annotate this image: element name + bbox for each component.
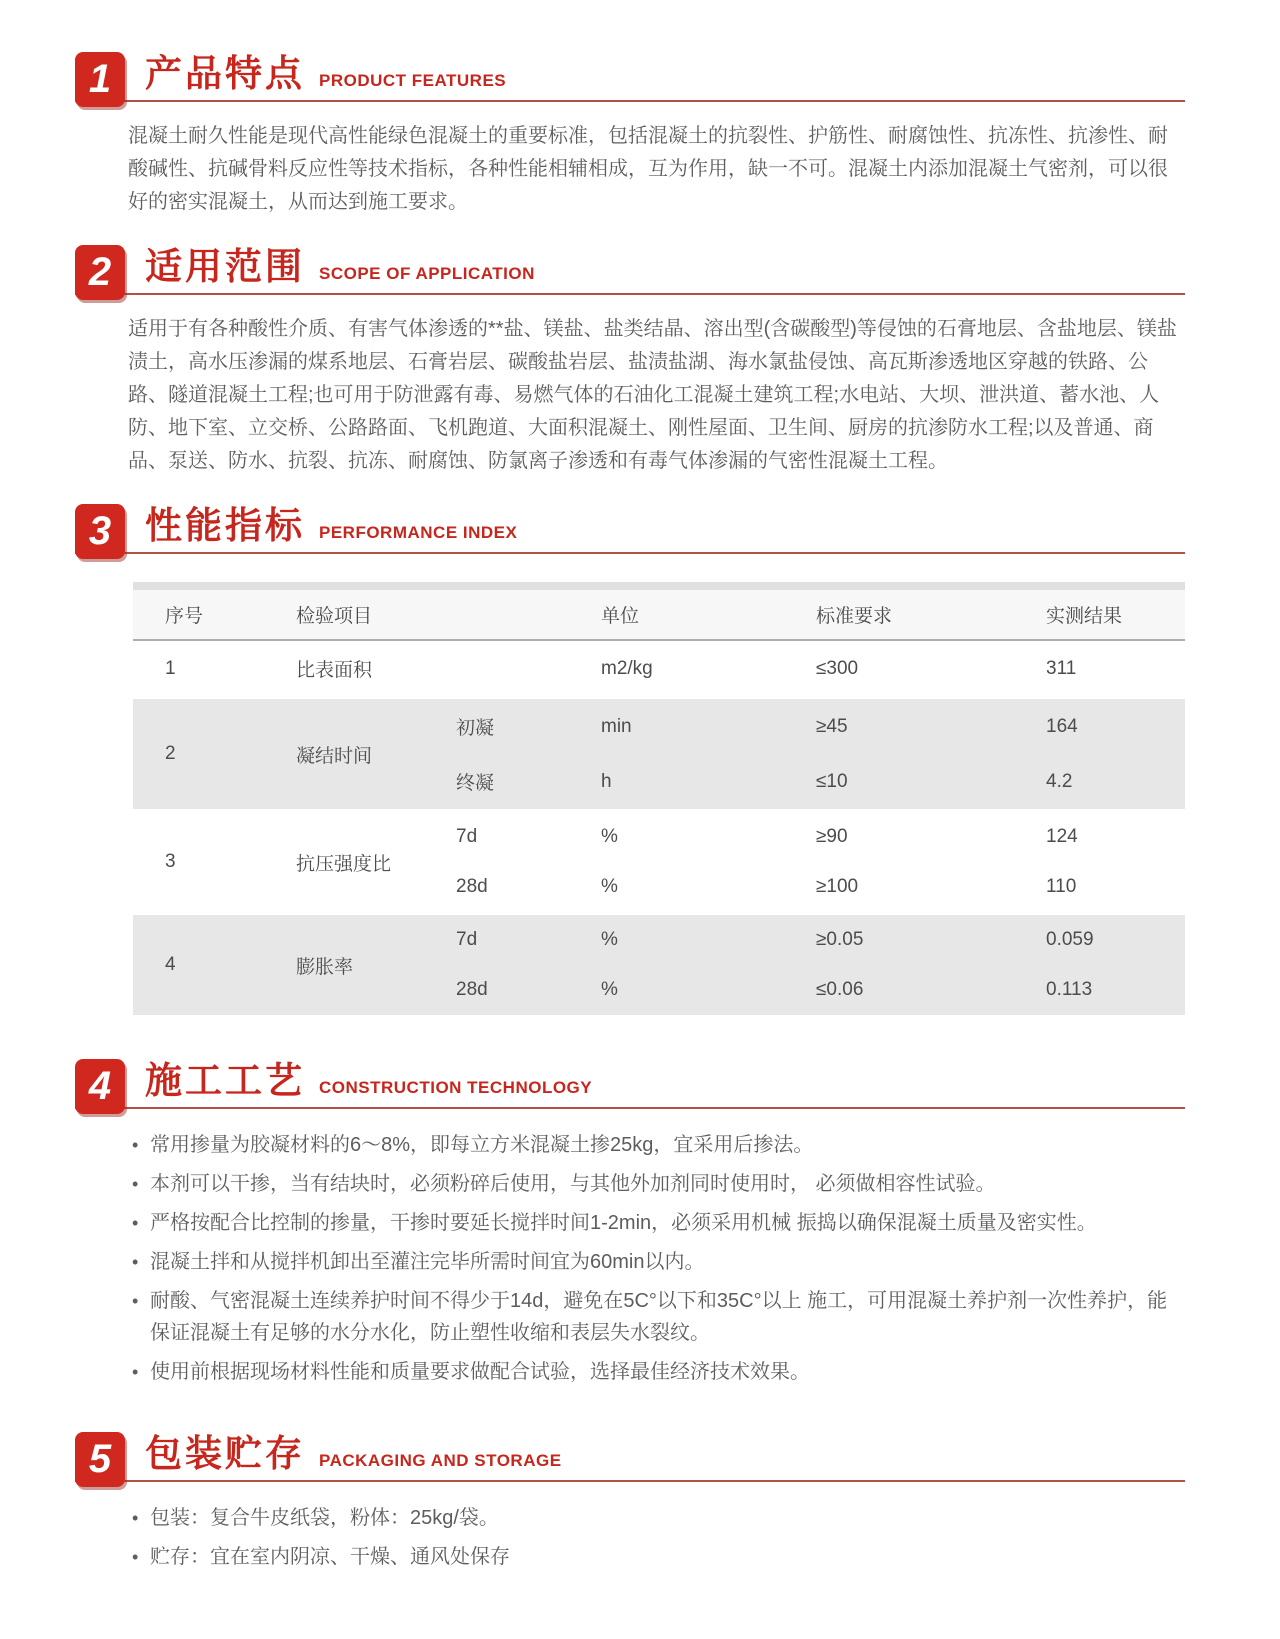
cell-result: 0.059 [1038, 914, 1185, 966]
cell-no: 2 [133, 698, 288, 811]
list-item: • 使用前根据现场材料性能和质量要求做配合试验，选择最佳经济技术效果。 [130, 1356, 1185, 1388]
list-item: • 耐酸、气密混凝土连续养护时间不得少于14d，避免在5C°以下和35C°以上 施工，可用混凝土养护剂一次性养护，能保证混凝土有足够的水分水化，防止塑性收缩和表层失水裂纹。 [130, 1285, 1185, 1349]
cell-unit: % [593, 811, 808, 863]
section-number-badge [75, 504, 125, 559]
cell-standard: ≤0.06 [816, 979, 864, 1000]
section-header [75, 504, 1185, 554]
list-item: • 常用掺量为胶凝材料的6～8%，即每立方米混凝土掺25kg，宜采用后掺法。 [130, 1129, 1185, 1161]
section-number: 5 [88, 1437, 112, 1481]
section-header [75, 1059, 1185, 1109]
section-performance-index [75, 504, 1185, 1015]
cell-result: 110 [1046, 876, 1077, 897]
list-item: • 严格按配合比控制的掺量，干掺时要延长搅拌时间1-2min，必须采用机械 振捣以确保混凝土质量及密实性。 [130, 1207, 1185, 1239]
section-titles [145, 248, 535, 293]
section-titles [145, 1435, 562, 1480]
section-titles [145, 55, 506, 100]
cell-result: 4.2 [1046, 770, 1073, 792]
section-title-en: CONSTRUCTION TECHNOLOGY [319, 1078, 593, 1097]
section-paragraph: 混凝土耐久性能是现代高性能绿色混凝土的重要标准，包括混凝土的抗裂性、护筋性、耐腐蚀性、抗冻性、抗渗性、耐酸碱性、抗碱骨料反应性等技术指标，各种性能相辅相成，互为作用，缺一不可。混凝土内添加混凝土气密剂，可以很好的密实混凝土，从而达到施工要求。 [128, 125, 1168, 213]
cell-no: 3 [133, 811, 288, 914]
cell-item: 比表面积 [296, 660, 373, 681]
cell-standard: ≥0.05 [808, 914, 1038, 966]
cell-unit: % [601, 979, 618, 1000]
section-titles [145, 1062, 592, 1107]
section-title-zh: 施工工艺 [145, 1060, 305, 1101]
cell-result: 311 [1046, 657, 1077, 679]
cell-standard: ≥90 [808, 811, 1038, 863]
list-item: • 贮存：宜在室内阴凉、干燥、通风处保存 [130, 1541, 1185, 1573]
section-title-zh: 性能指标 [145, 505, 305, 546]
section-number-badge [75, 1059, 125, 1114]
cell-no: 4 [133, 914, 288, 1016]
section-title-en: SCOPE OF APPLICATION [319, 264, 535, 283]
section-title-zh: 包装贮存 [145, 1433, 305, 1474]
packaging-storage-list [130, 1502, 1185, 1573]
section-paragraph: 适用于有各种酸性介质、有害气体渗透的**盐、镁盐、盐类结晶、溶出型(含碳酸型)等侵蚀的石膏地层、含盐地层、镁盐渍土，高水压渗漏的煤系地层、石膏岩层、碳酸盐岩层、盐渍盐湖、海水氯盐侵蚀、高瓦斯渗透地区穿越的铁路、公路、隧道混凝土工程;也可用于防泄露有毒、易燃气体的石油化工混凝土建筑工程;水电站、大坝、泄洪道、蓄水池、人防、地下室、立交桥、公路路面、飞机跑道、大面积混凝土、刚性屋面、卫生间、厨房的抗渗防水工程;以及普通、商品、泵送、防水、抗裂、抗冻、耐腐蚀、防氯离子渗透和有毒气体渗漏的气密性混凝土工程。 [128, 318, 1177, 472]
section-number: 2 [88, 250, 112, 294]
list-item: • 混凝土拌和从搅拌机卸出至灌注完毕所需时间宜为60min以内。 [130, 1246, 1185, 1278]
table-header-row [133, 586, 1185, 640]
cell-no: 1 [165, 657, 176, 679]
list-item: • 包装：复合牛皮纸袋，粉体：25kg/袋。 [130, 1502, 1185, 1534]
cell-sub: 初凝 [448, 698, 593, 755]
cell-sub: 28d [456, 979, 488, 1000]
cell-item: 凝结时间 [288, 698, 448, 811]
cell-unit: % [593, 914, 808, 966]
cell-unit: h [601, 770, 612, 792]
section-header [75, 245, 1185, 295]
section-number: 1 [88, 57, 112, 101]
col-header-standard: 标准要求 [816, 606, 893, 627]
table-row [133, 914, 1185, 966]
cell-sub: 28d [456, 876, 488, 897]
col-header-result: 实测结果 [1046, 606, 1123, 627]
section-title-en: PERFORMANCE INDEX [319, 523, 518, 542]
section-number: 3 [88, 509, 112, 553]
table-row [133, 811, 1185, 863]
cell-standard: ≥45 [808, 698, 1038, 755]
cell-result: 0.113 [1046, 979, 1093, 1000]
section-number-badge [75, 1432, 125, 1487]
section-titles [145, 507, 517, 552]
section-title-en: PACKAGING AND STORAGE [319, 1451, 562, 1470]
cell-result: 164 [1038, 698, 1185, 755]
cell-result: 124 [1038, 811, 1185, 863]
section-number-badge [75, 52, 125, 107]
performance-table [133, 582, 1185, 1015]
cell-standard: ≥100 [816, 876, 859, 897]
cell-sub [448, 640, 593, 698]
cell-unit: m2/kg [601, 657, 653, 679]
cell-unit: min [593, 698, 808, 755]
table-row [133, 698, 1185, 755]
section-number-badge [75, 245, 125, 300]
section-number: 4 [88, 1064, 112, 1108]
section-title-en: PRODUCT FEATURES [319, 71, 507, 90]
cell-item: 抗压强度比 [288, 811, 448, 914]
list-item: • 本剂可以干掺，当有结块时，必须粉碎后使用，与其他外加剂同时使用时， 必须做相容性试验。 [130, 1168, 1185, 1200]
section-title-zh: 适用范围 [145, 246, 305, 287]
cell-standard: ≤300 [816, 657, 859, 679]
section-product-features [75, 52, 1185, 219]
section-construction-technology [75, 1059, 1185, 1388]
construction-steps-list [130, 1129, 1185, 1388]
section-header [75, 52, 1185, 102]
col-header-unit: 单位 [601, 606, 640, 627]
section-title-zh: 产品特点 [145, 53, 305, 94]
cell-standard: ≤10 [816, 770, 848, 792]
cell-unit: % [601, 876, 618, 897]
cell-item: 膨胀率 [288, 914, 448, 1016]
section-packaging-storage [75, 1432, 1185, 1573]
cell-sub: 7d [448, 811, 593, 863]
table-row [133, 640, 1185, 698]
section-header [75, 1432, 1185, 1482]
col-header-index: 序号 [165, 606, 204, 627]
col-header-item: 检验项目 [296, 606, 373, 627]
cell-sub: 7d [448, 914, 593, 966]
section-scope-of-application [75, 245, 1185, 478]
cell-sub: 终凝 [456, 773, 495, 794]
